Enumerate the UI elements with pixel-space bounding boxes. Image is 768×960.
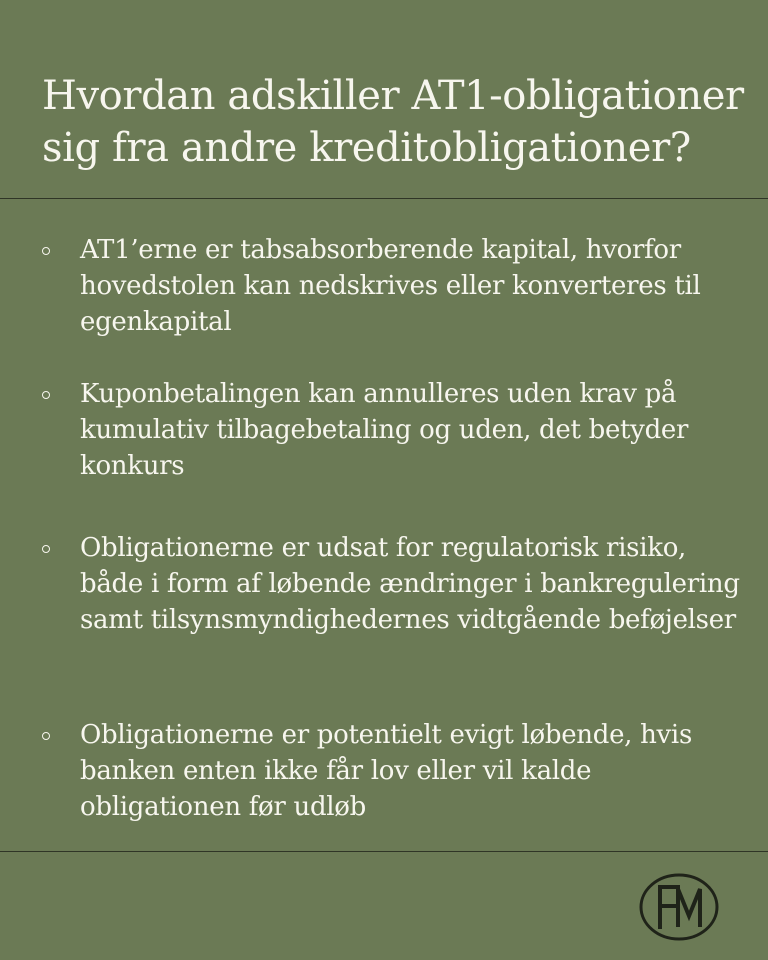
circle-bullet-icon — [42, 247, 50, 255]
logo-text: FM — [679, 938, 681, 939]
bottom-divider — [0, 851, 768, 852]
list-item-text: Obligationerne er potentielt evigt løbende, hvis banken enten ikke får lov eller vil kalde obligationen før udløb — [80, 720, 692, 822]
circle-bullet-icon — [42, 545, 50, 553]
list-item-text: Kuponbetalingen kan annulleres uden krav på kumulativ tilbagebetaling og uden, det betyder konkurs — [80, 379, 689, 481]
circle-bullet-icon — [42, 391, 50, 399]
circle-bullet-icon — [42, 732, 50, 740]
page-title: Hvordan adskiller AT1-obligationer sig fra andre kreditobligationer? — [42, 73, 744, 171]
list-item-text: AT1’erne er tabsabsorberende kapital, hvorfor hovedstolen kan nedskrives eller konverteres til egenkapital — [80, 235, 701, 337]
fm-monogram-icon — [638, 872, 720, 942]
list-item-text: Obligationerne er udsat for regulatorisk risiko, både i form af løbende ændringer i bankregulering samt tilsynsmyndighedernes vidtgående beføjelser — [80, 533, 740, 635]
top-divider — [0, 198, 768, 199]
